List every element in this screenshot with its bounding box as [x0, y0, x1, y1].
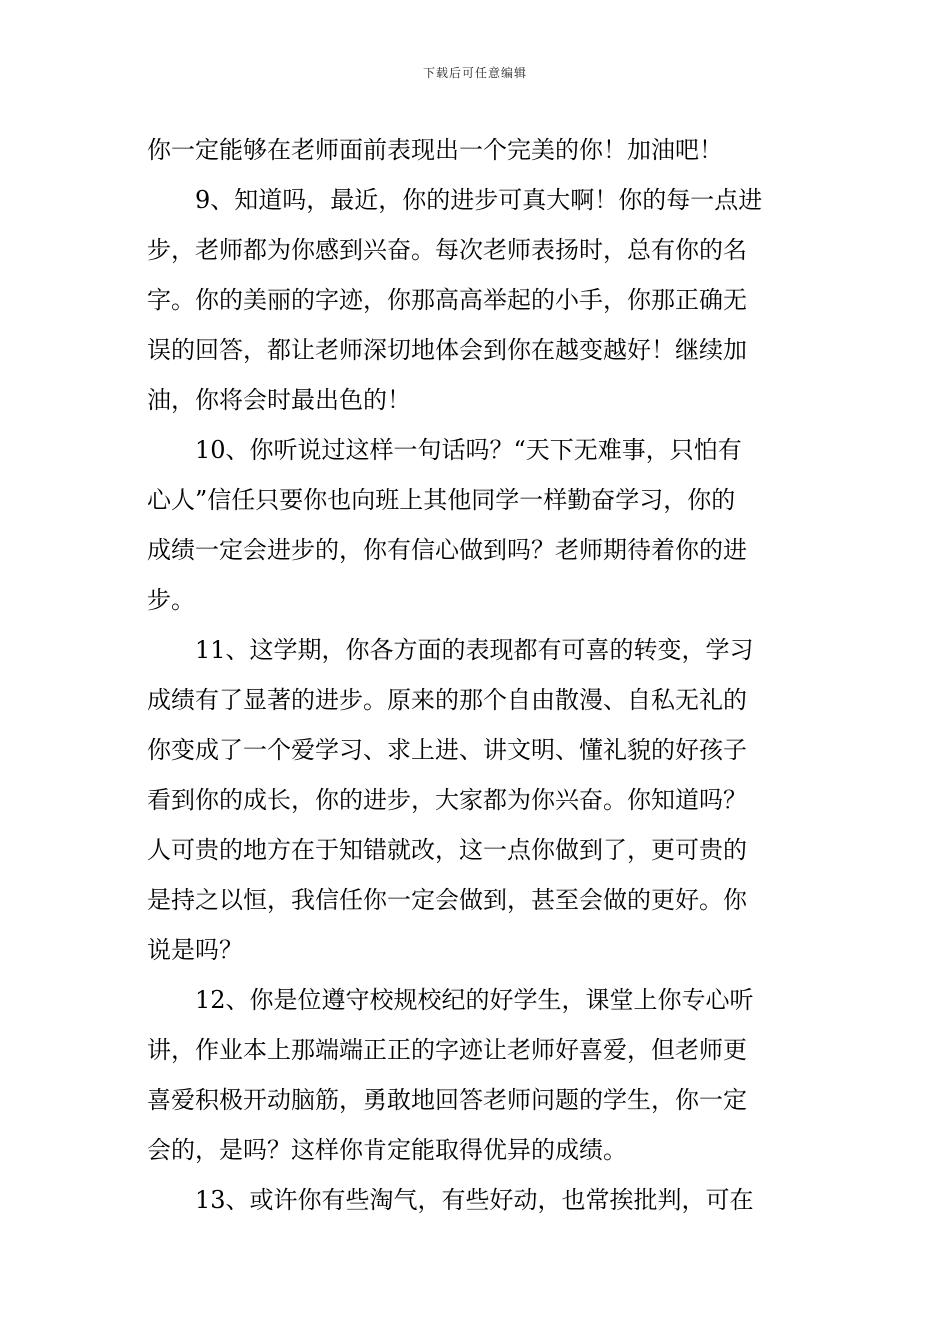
text-line: 12、你是位遵守校规校纪的好学生，课堂上你专心听 — [195, 986, 754, 1014]
text-line: 9、知道吗，最近，你的进步可真大啊！你的每一点进 — [195, 186, 763, 214]
text-line: 10、你听说过这样一句话吗？“天下无难事，只怕有 — [195, 436, 742, 464]
text-line: 讲，作业本上那端端正正的字迹让老师好喜爱，但老师更 — [147, 1036, 747, 1064]
text-line: 11、这学期，你各方面的表现都有可喜的转变，学习 — [195, 636, 754, 664]
text-line: 人可贵的地方在于知错就改，这一点你做到了，更可贵的 — [147, 836, 747, 864]
text-line: 你一定能够在老师面前表现出一个完美的你！加油吧！ — [147, 136, 723, 164]
text-line: 字。你的美丽的字迹，你那高高举起的小手，你那正确无 — [147, 286, 747, 314]
text-line: 成绩一定会进步的，你有信心做到吗？老师期待着你的进 — [147, 536, 747, 564]
text-line: 步。 — [147, 586, 195, 614]
page-header: 下载后可任意编辑 — [422, 66, 527, 80]
text-line: 看到你的成长，你的进步，大家都为你兴奋。你知道吗？ — [147, 786, 747, 814]
text-line: 步，老师都为你感到兴奋。每次老师表扬时，总有你的名 — [147, 236, 747, 264]
text-line: 喜爱积极开动脑筋，勇敢地回答老师问题的学生，你一定 — [147, 1086, 747, 1114]
text-line: 说是吗？ — [147, 936, 243, 964]
text-line: 误的回答，都让老师深切地体会到你在越变越好！继续加 — [147, 336, 747, 364]
text-line: 成绩有了显著的进步。原来的那个自由散漫、自私无礼的 — [147, 686, 747, 714]
text-line: 是持之以恒，我信任你一定会做到，甚至会做的更好。你 — [147, 886, 747, 914]
text-line: 油，你将会时最出色的！ — [147, 386, 411, 414]
text-line: 心人”信任只要你也向班上其他同学一样勤奋学习，你的 — [147, 486, 736, 514]
text-line: 会的，是吗？这样你肯定能取得优异的成绩。 — [147, 1136, 627, 1164]
text-line: 13、或许你有些淘气，有些好动，也常挨批判，可在 — [195, 1186, 754, 1214]
text-line: 你变成了一个爱学习、求上进、讲文明、懂礼貌的好孩子 — [147, 736, 747, 764]
